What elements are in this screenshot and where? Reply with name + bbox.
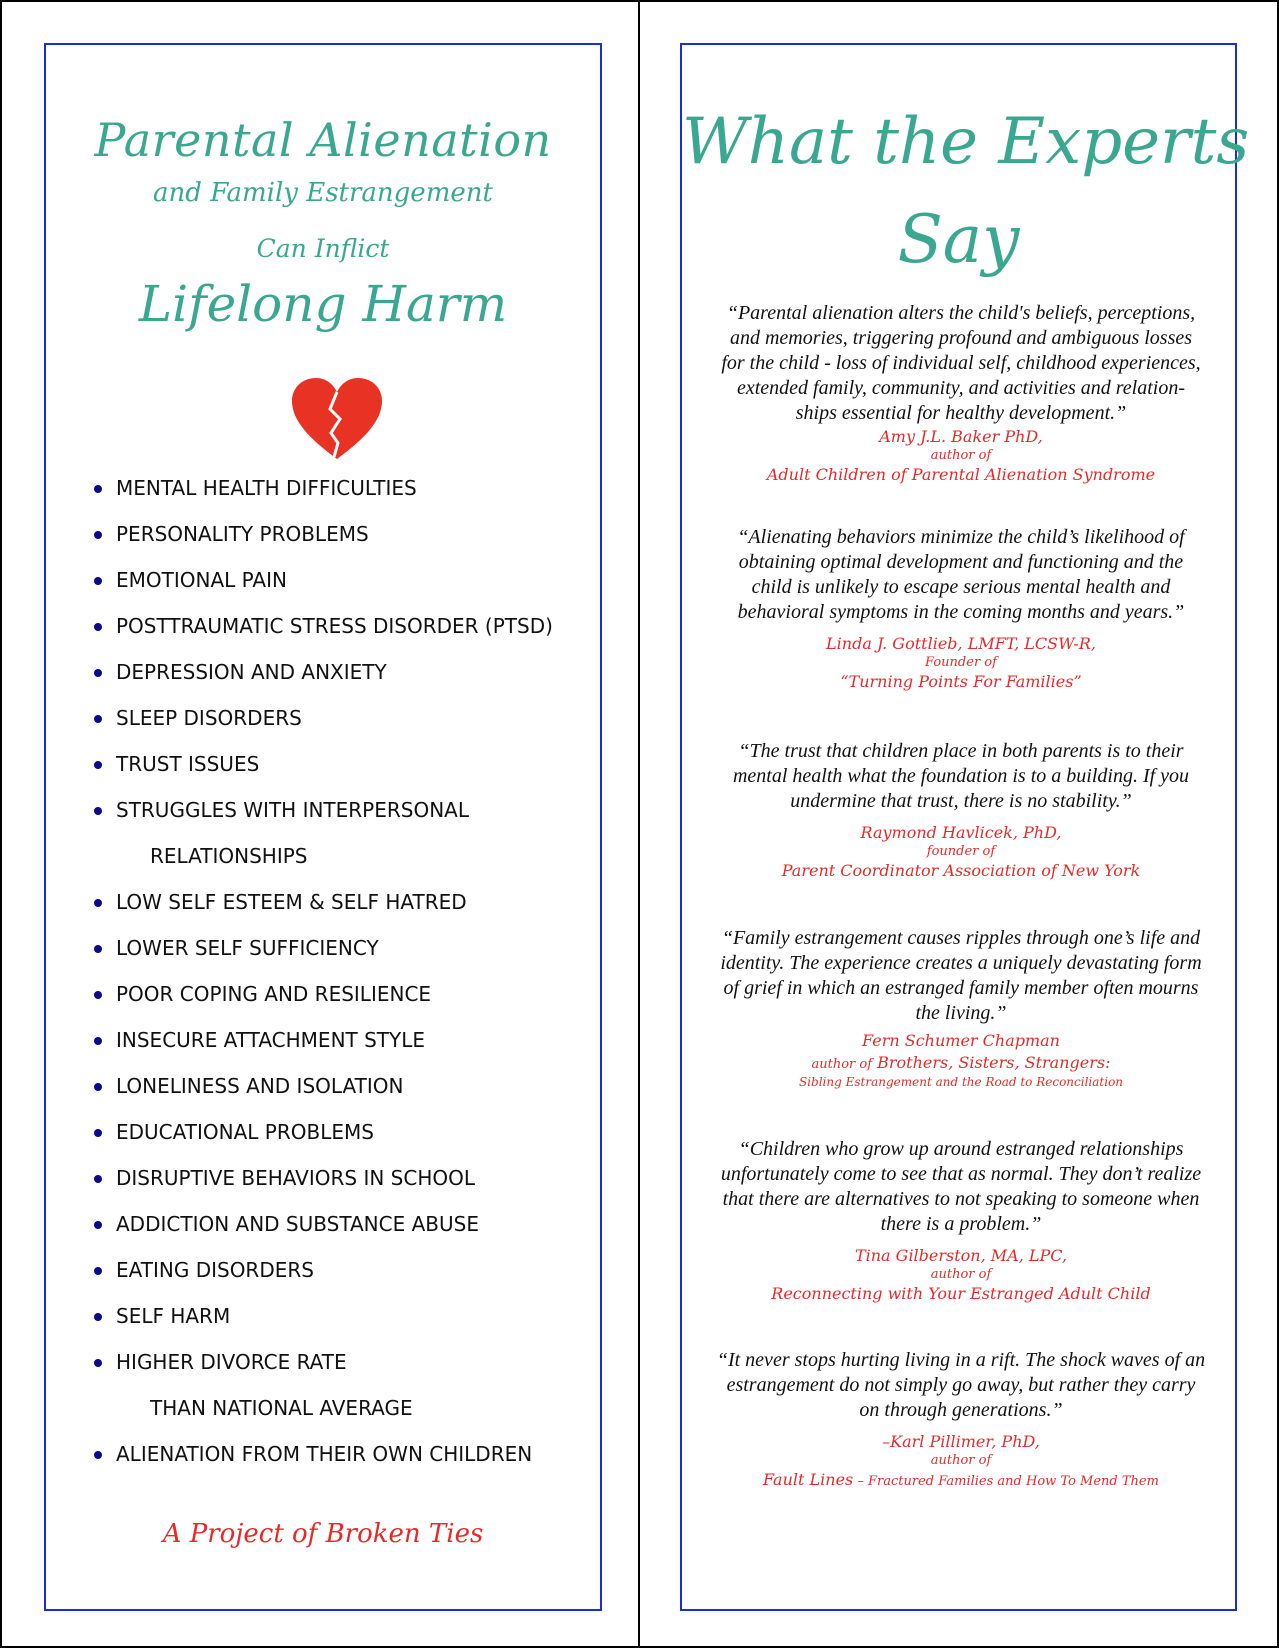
harm-list-item: ADDICTION AND SUBSTANCE ABUSE bbox=[90, 1201, 590, 1247]
quote-text: “Alienating behaviors minimize the child’s likelihood of obtaining optimal development and functioning and the child is unlikely to escape serious mental health and behavioral symptoms in the coming months and years.” bbox=[737, 526, 1185, 623]
harm-list-item-continuation: THAN NATIONAL AVERAGE bbox=[150, 1396, 413, 1420]
quote-author-work: Fault Lines bbox=[763, 1470, 854, 1489]
quote-text: “Children who grow up around estranged relationships unfortunately come to see that as normal. They don’t realize that there are alternatives to not speaking to someone when there is a problem.” bbox=[720, 1138, 1202, 1235]
quote-author-work: “Turning Points For Families” bbox=[840, 672, 1082, 691]
harm-list-item: SLEEP DISORDERS bbox=[90, 695, 590, 741]
title-line-3: Can Inflict bbox=[256, 234, 390, 263]
harm-list-item-continuation: RELATIONSHIPS bbox=[150, 844, 308, 868]
quote-author: Raymond Havlicek, PhD, bbox=[860, 823, 1062, 842]
quote-block bbox=[706, 926, 1216, 1091]
quote-author-work-subtitle: – Fractured Families and How To Mend Them bbox=[853, 1474, 1159, 1489]
harm-list-item: LONELINESS AND ISOLATION bbox=[90, 1063, 590, 1109]
harm-list-item: EMOTIONAL PAIN bbox=[90, 557, 590, 603]
quote-author-work: Brothers, Sisters, Strangers: bbox=[877, 1053, 1111, 1072]
quote-author-work: Adult Children of Parental Alienation Syndrome bbox=[766, 465, 1156, 484]
quote-block bbox=[706, 301, 1216, 486]
right-panel-frame bbox=[680, 43, 1250, 1611]
harm-list-item: EDUCATIONAL PROBLEMS bbox=[90, 1109, 590, 1155]
quote-author-role: author of bbox=[930, 448, 992, 463]
quote-author: Fern Schumer Chapman bbox=[862, 1031, 1060, 1050]
harm-list-item: ALIENATION FROM THEIR OWN CHILDREN bbox=[90, 1431, 590, 1477]
quote-author: Tina Gilberston, MA, LPC, bbox=[854, 1246, 1068, 1265]
experts-title-line-2: Say bbox=[897, 201, 1020, 278]
harm-list bbox=[90, 465, 590, 1477]
right-panel bbox=[638, 0, 1279, 1648]
harm-list-item: LOW SELF ESTEEM & SELF HATRED bbox=[90, 879, 590, 925]
quote-text: “It never stops hurting living in a rift. The shock waves of an estrangement do not simply go away, but rather they carry on through generations.” bbox=[716, 1349, 1206, 1421]
quote-author: –Karl Pillimer, PhD, bbox=[882, 1432, 1040, 1451]
harm-list-item: PERSONALITY PROBLEMS bbox=[90, 511, 590, 557]
title-line-2: and Family Estrangement bbox=[153, 178, 493, 208]
harm-list-item: MENTAL HEALTH DIFFICULTIES bbox=[90, 465, 590, 511]
harm-list-item: POSTTRAUMATIC STRESS DISORDER (PTSD) bbox=[90, 603, 590, 649]
harm-list-item: DISRUPTIVE BEHAVIORS IN SCHOOL bbox=[90, 1155, 590, 1201]
quote-author-role: Founder of bbox=[925, 655, 997, 670]
harm-list-item: STRUGGLES WITH INTERPERSONAL bbox=[90, 787, 590, 833]
harm-list-item: DEPRESSION AND ANXIETY bbox=[90, 649, 590, 695]
quote-author-work-subtitle: Sibling Estrangement and the Road to Reconciliation bbox=[798, 1075, 1124, 1089]
quote-author-work: Parent Coordinator Association of New York bbox=[781, 861, 1141, 880]
harm-list-item: HIGHER DIVORCE RATE bbox=[90, 1339, 590, 1385]
quote-author-role: author of bbox=[811, 1057, 873, 1072]
quote-author-role: author of bbox=[930, 1453, 992, 1468]
left-panel-frame bbox=[44, 43, 602, 1611]
quote-author: Linda J. Gottlieb, LMFT, LCSW-R, bbox=[826, 634, 1096, 653]
broken-heart-icon bbox=[290, 377, 384, 461]
harm-list-item: EATING DISORDERS bbox=[90, 1247, 590, 1293]
quote-author-work-line bbox=[706, 1469, 1216, 1491]
title-line-1: Parental Alienation bbox=[94, 113, 552, 167]
title-line-4: Lifelong Harm bbox=[138, 275, 508, 333]
harm-list-item: SELF HARM bbox=[90, 1293, 590, 1339]
quote-block bbox=[706, 1137, 1216, 1305]
quote-block bbox=[706, 739, 1216, 882]
quote-block bbox=[706, 525, 1216, 693]
quote-author-work: Reconnecting with Your Estranged Adult Child bbox=[771, 1284, 1151, 1303]
quote-author: Amy J.L. Baker PhD, bbox=[879, 427, 1043, 446]
project-footer: A Project of Broken Ties bbox=[162, 1519, 484, 1549]
quote-text: “Parental alienation alters the child's beliefs, perceptions, and memories, triggering profound and ambiguous losses for the child - loss of individual self, childhood experiences, extended family, community, and activities and relation- ships essential for healthy development.” bbox=[721, 302, 1201, 424]
quote-text: “Family estrangement causes ripples through one’s life and identity. The experience creates a uniquely devastating form of grief in which an estranged family member often mourns the living.” bbox=[720, 927, 1202, 1024]
quote-text: “The trust that children place in both parents is to their mental health what the foundation is to a building. If you undermine that trust, there is no stability.” bbox=[732, 740, 1190, 812]
quote-author-work-line bbox=[706, 1052, 1216, 1074]
harm-list-item: POOR COPING AND RESILIENCE bbox=[90, 971, 590, 1017]
harm-list-item: TRUST ISSUES bbox=[90, 741, 590, 787]
harm-list-item: INSECURE ATTACHMENT STYLE bbox=[90, 1017, 590, 1063]
left-panel bbox=[0, 0, 640, 1648]
quote-block bbox=[706, 1348, 1216, 1491]
experts-title-line-1: What the Experts bbox=[682, 105, 1250, 179]
quote-author-role: author of bbox=[930, 1267, 992, 1282]
quote-author-role: founder of bbox=[926, 844, 996, 859]
harm-list-item: LOWER SELF SUFFICIENCY bbox=[90, 925, 590, 971]
